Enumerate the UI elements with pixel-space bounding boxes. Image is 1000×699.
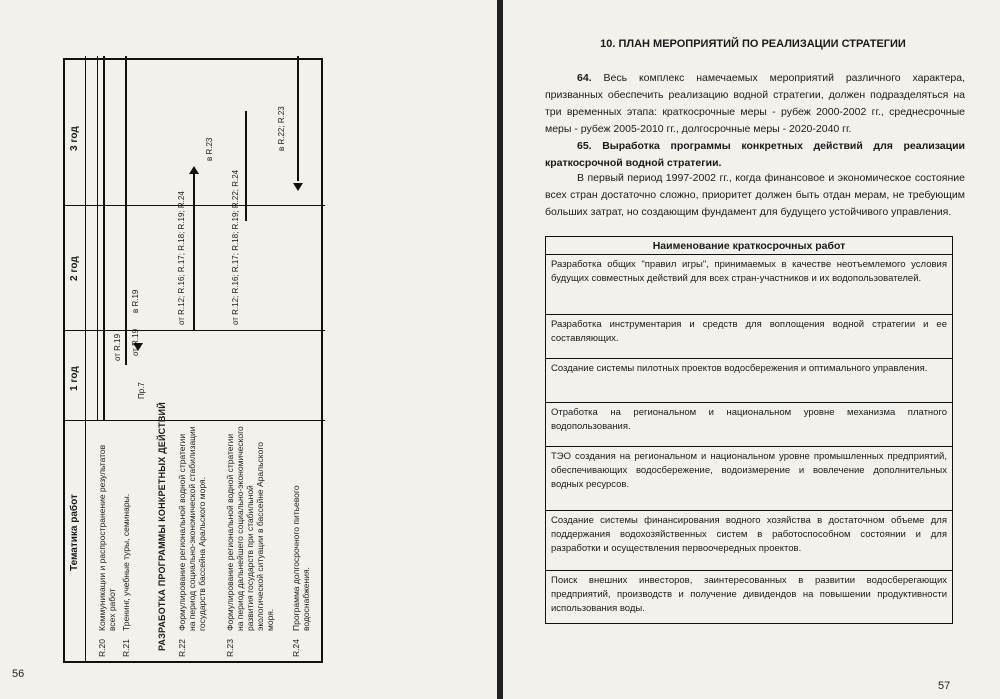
row-code: R.22	[177, 639, 187, 657]
annotation-v-r19: в R.19	[131, 289, 140, 313]
row-text: Формулирование региональной водной стратегии на период социально-экономической стабилизации государств бассейна Аральского моря.	[177, 426, 207, 631]
annotation-ot-r19: от R.19	[131, 328, 140, 356]
table-row: Создание системы пилотных проектов водосбережения и оптимального управления.	[546, 359, 952, 403]
row-code: R.20	[97, 639, 107, 657]
header-line	[85, 56, 86, 661]
bar-r24	[297, 56, 299, 181]
table-row: Разработка общих "правил игры", принимаемых в качестве неотъемлемого условия будущих совместных действий для всех стран-участников и их водопользователей.	[546, 255, 952, 315]
row-code: R.21	[121, 639, 131, 657]
col-header-year2: 2 год	[69, 256, 80, 281]
table-row: Поиск внешних инвесторов, заинтересованных в развитии водосберегающих предприятий, производств и получение дивидендов на повышении продуктивности использования воды.	[551, 575, 947, 614]
row-code: R.23	[225, 639, 235, 657]
table-row: Отработка на региональном и национальном уровне механизма платного водопользования.	[546, 403, 952, 447]
col-header-year3: 3 год	[69, 126, 80, 151]
row-text: Программа долгосрочного питьевого водоснабжения.	[291, 485, 311, 631]
subheader-line	[97, 56, 98, 421]
row-text: Формулирование региональной водной стратегии на период дальнейшего социально-экономического развития государств при стабильной экологической ситуации в бассейне Аральского моря.	[225, 426, 275, 631]
row-text: Тренинг, учебные туры, семинары.	[121, 493, 131, 631]
col-header-year1: 1 год	[69, 366, 80, 391]
left-page	[0, 0, 497, 699]
page-number-left: 56	[12, 668, 25, 680]
paragraph-65-heading: 65. Выработка программы конкретных действий для реализации краткосрочной водной стратегии.	[545, 140, 965, 169]
table-row: ТЭО создания на региональном и национальном уровне промышленных предприятий, обеспечивающих водосбережение, водоизмерение и вовлечение дополнительных водных ресурсов.	[546, 447, 952, 511]
table-row: Создание системы финансирования водного хозяйства в достаточном объеме для поддержания водохозяйственных систем в работоспособном состоянии и для разработки и осуществления первоочередных проектов.	[546, 511, 952, 571]
paragraph-64	[545, 70, 965, 138]
annotation-pr7: Пр.7	[137, 382, 146, 399]
arrow-icon	[293, 183, 303, 191]
section-title: 10. ПЛАН МЕРОПРИЯТИЙ ПО РЕАЛИЗАЦИИ СТРАТЕГИИ	[600, 38, 906, 50]
arrow-icon	[133, 343, 143, 351]
annotation-r23-from: от R.12; R.16; R.17; R.18; R.19; R.22; R.24	[231, 169, 240, 325]
row-code: R.24	[291, 639, 301, 657]
section-title: РАЗРАБОТКА ПРОГРАММЫ КОНКРЕТНЫХ ДЕЙСТВИЙ	[157, 402, 167, 651]
col-header-topic: Тематика работ	[69, 494, 80, 571]
table-row: Разработка инструментария и средств для воплощения водной стратегии и ее составляющих.	[546, 315, 952, 359]
row-text: Коммуникации и распространение результатов всех работ	[97, 444, 117, 631]
annotation-r22-to: в R.23	[205, 137, 214, 161]
right-page	[503, 0, 1000, 699]
table-header: Наименование краткосрочных работ	[546, 237, 952, 255]
arrow-icon	[189, 166, 199, 174]
bar-r21	[125, 56, 127, 365]
annotation-r24-to: в R.22; R.23	[277, 106, 286, 151]
annotation-ot-r19: от R.19	[113, 333, 122, 361]
paragraph-number: 64.	[577, 72, 592, 84]
schedule-table	[63, 58, 323, 663]
paragraph-65-text: В первый период 1997-2002 гг., когда финансовое и экономическое состояние всех стран достаточно сложно, приоритет должен быть отдан мерам, не требующим больших затрат, но создающим фундамент для будущего устойчивого управления.	[545, 172, 965, 218]
short-term-works-table	[545, 236, 953, 624]
paragraph-text: Весь комплекс намечаемых мероприятий различного характера, призванных обеспечить реализацию водной стратегии, должен подразделяться на три временных этапа: краткосрочные меры - рубеж 2000-2002 гг., среднесрочные меры - рубеж 2005-2010 гг., долгосрочные меры - 2020-2040 гг.	[545, 72, 966, 135]
bar-r20	[103, 56, 105, 421]
annotation-r22-from: от R.12; R.16; R.17; R.18; R.19; R.24	[177, 191, 186, 325]
rotated-schedule	[63, 58, 323, 663]
bar-r23	[245, 111, 247, 221]
page-number-right: 57	[938, 680, 951, 692]
bar-r22	[193, 171, 195, 331]
